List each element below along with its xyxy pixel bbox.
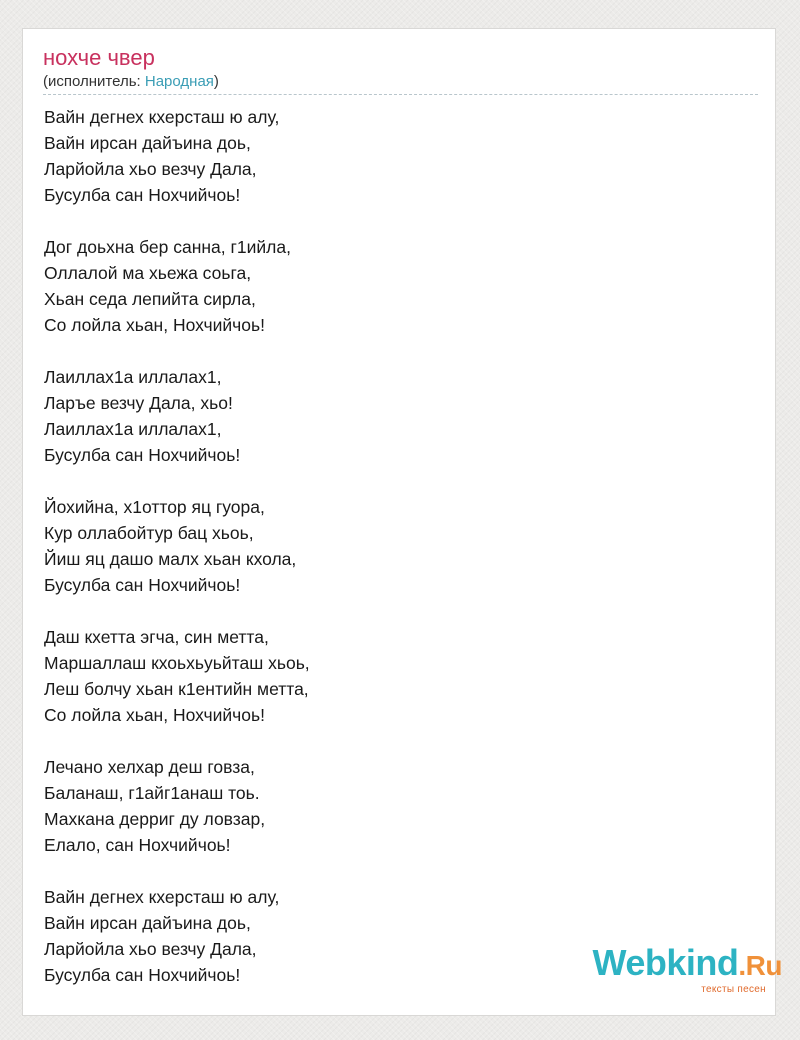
lyrics-card [22,28,776,1016]
logo-wordmark [582,942,782,984]
lyrics-line: Бусулба сан Нохчийчоь! [44,575,241,595]
lyrics-line: Елало, сан Нохчийчоь! [44,835,231,855]
artist-suffix: ) [213,73,219,90]
logo-tagline: тексты песен [701,984,766,995]
lyrics-line: Хьан седа лепийта сирла, [44,289,256,309]
site-logo[interactable] [582,942,782,996]
logo-main-text: Webkind [592,942,739,983]
lyrics-line: Со лойла хьан, Нохчийчоь! [44,705,265,725]
song-title: нохче чвер [43,45,155,70]
lyrics-line: Со лойла хьан, Нохчийчоь! [44,315,265,335]
lyrics-stanza [44,494,310,598]
lyrics-stanza [44,884,310,988]
lyrics-line: Вайн дегнех кхерсташ ю алу, [44,887,280,907]
lyrics-line: Лаиллах1а иллалах1, [44,419,222,439]
lyrics-line: Оллалой ма хьежа соьга, [44,263,252,283]
lyrics-line: Баланаш, г1айг1анаш тоь. [44,783,260,803]
lyrics-stanza [44,104,310,208]
lyrics-line: Ларйойла хьо везчу Дала, [44,939,257,959]
lyrics-line: Леш болчу хьан к1ентийн метта, [44,679,309,699]
lyrics-line: Бусулба сан Нохчийчоь! [44,965,241,985]
lyrics-line: Маршаллаш кхоьхьуьйташ хьоь, [44,653,310,673]
lyrics-line: Ларъе везчу Дала, хьо! [44,393,233,413]
lyrics-line: Вайн дегнех кхерсташ ю алу, [44,107,280,127]
lyrics-line: Лечано хелхар деш говза, [44,757,255,777]
lyrics-line: Йохийна, х1оттор яц гуора, [44,497,265,517]
lyrics-line: Махкана дерриг ду ловзар, [44,809,266,829]
lyrics-line: Йиш яц дашо малх хьан кхола, [44,549,297,569]
lyrics-stanza [44,234,310,338]
artist-line [43,73,219,91]
lyrics-line: Дог доьхна бер санна, г1ийла, [44,237,291,257]
lyrics-line: Вайн ирсан дайъина доь, [44,133,251,153]
lyrics-line: Бусулба сан Нохчийчоь! [44,185,241,205]
lyrics-line: Вайн ирсан дайъина доь, [44,913,251,933]
lyrics-line: Бусулба сан Нохчийчоь! [44,445,241,465]
lyrics-stanza [44,754,310,858]
logo-tld: .Ru [738,950,782,981]
lyrics-stanza [44,624,310,728]
lyrics-line: Даш кхетта эгча, син метта, [44,627,269,647]
artist-prefix: (исполнитель: [43,73,145,90]
lyrics-stanza [44,364,310,468]
artist-link[interactable]: Народная [144,73,214,90]
header-divider [43,94,758,95]
lyrics-text [44,104,310,1014]
lyrics-line: Ларйойла хьо везчу Дала, [44,159,257,179]
lyrics-line: Лаиллах1а иллалах1, [44,367,222,387]
lyrics-line: Кур оллабойтур бац хьоь, [44,523,254,543]
